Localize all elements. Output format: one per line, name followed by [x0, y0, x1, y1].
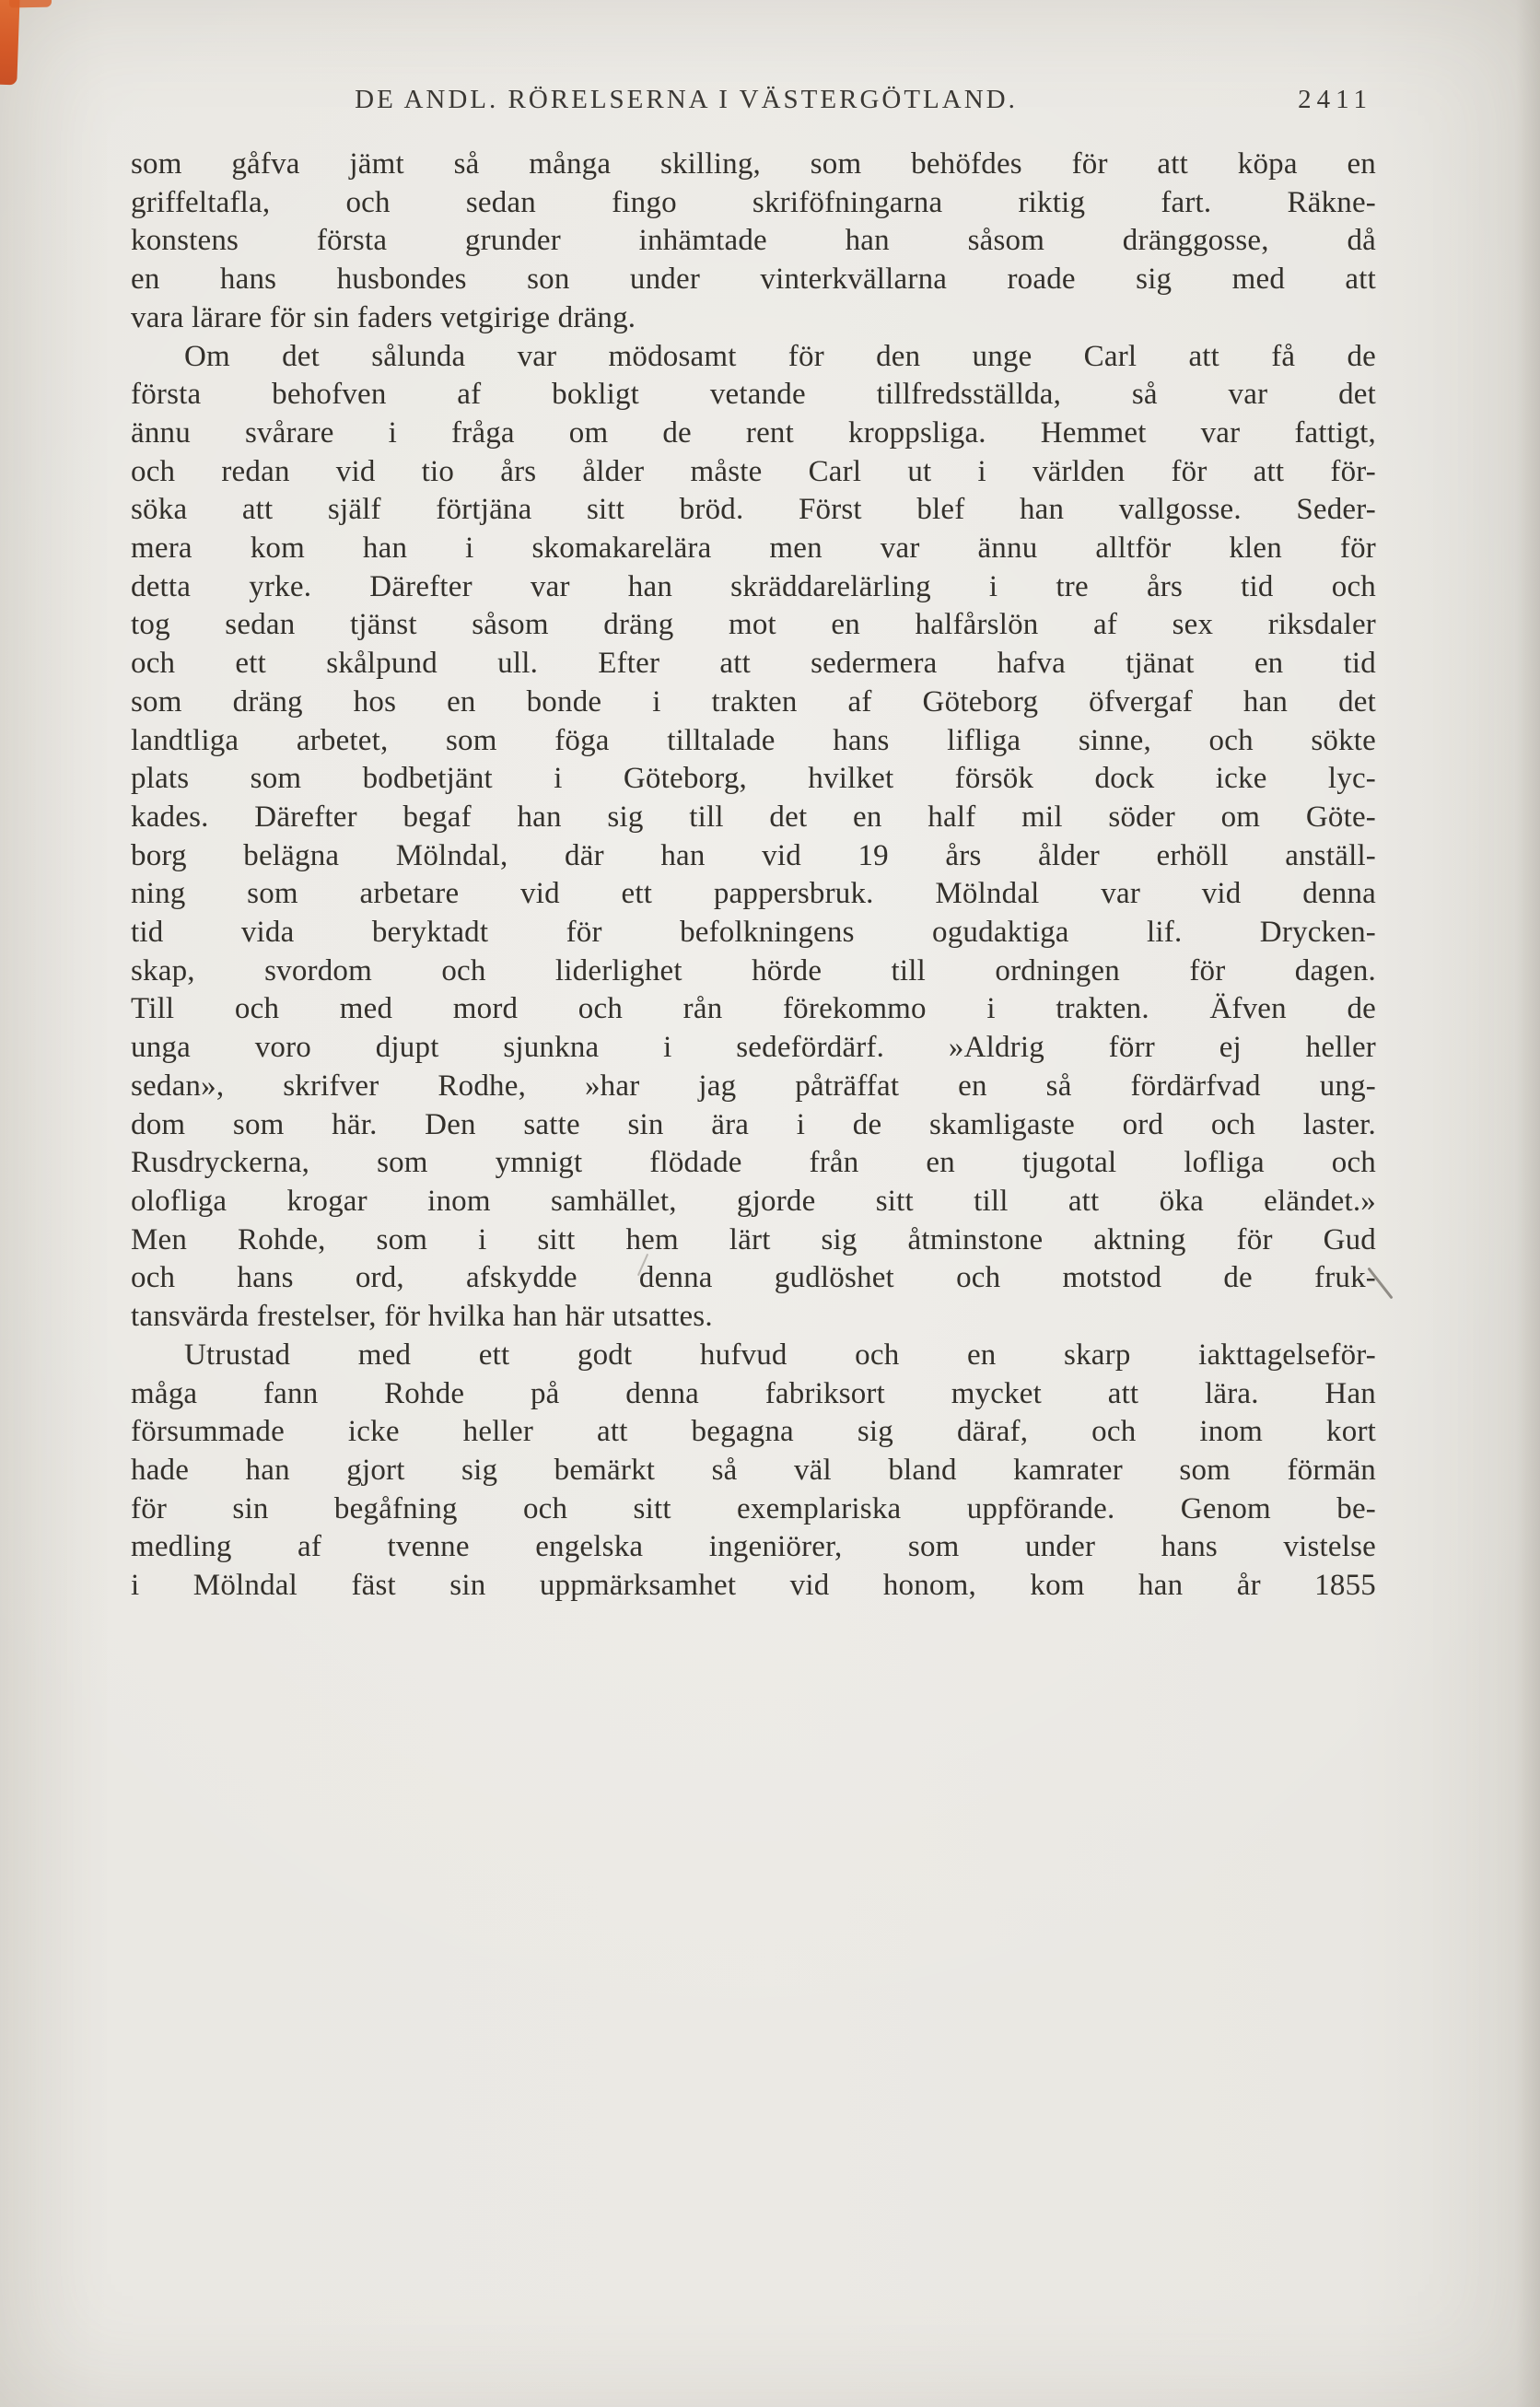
text-line: griffeltafla, och sedan fingo skriföfningarna riktig fart. Räkne- [131, 185, 1376, 219]
text-line: tid vida beryktadt för befolkningens ogudaktiga lif. Drycken- [131, 916, 1376, 950]
scan-stain-topleft [0, 0, 20, 85]
text-line: Utrustad med ett godt hufvud och en skarp iakttagelseför- [184, 1338, 1376, 1372]
text-line: tog sedan tjänst såsom dräng mot en halfårslön af sex riksdaler [131, 608, 1376, 642]
text-line: vara lärare för sin faders vetgirige dräng. [131, 300, 636, 334]
text-line: första behofven af bokligt vetande tillfredsställda, så var det [131, 378, 1376, 412]
text-line: ännu svårare i fråga om de rent kroppsliga. Hemmet var fattigt, [131, 415, 1376, 450]
text-line: konstens första grunder inhämtade han såsom dränggosse, då [131, 224, 1376, 258]
page-header [131, 85, 1374, 125]
text-line: olofliga krogar inom samhället, gjorde sitt till att öka eländet.» [131, 1184, 1376, 1218]
text-line: dom som här. Den satte sin ära i de skamligaste ord och laster. [131, 1107, 1376, 1141]
text-line: landtliga arbetet, som föga tilltalade hans lifliga sinne, och sökte [131, 723, 1376, 757]
text-line: som gåfva jämt så många skilling, som behöfdes för att köpa en [131, 147, 1376, 181]
text-line: mera kom han i skomakarelära men var ännu alltför klen för [131, 532, 1376, 566]
text-line: i Mölndal fäst sin uppmärksamhet vid honom, kom han år 1855 [131, 1569, 1376, 1603]
text-line: försummade icke heller att begagna sig däraf, och inom kort [131, 1415, 1376, 1449]
text-line: Om det sålunda var mödosamt för den unge Carl att få de [184, 339, 1376, 373]
page-number: 2411 [1298, 85, 1372, 114]
running-title: DE ANDL. RÖRELSERNA I VÄSTERGÖTLAND. [355, 85, 1018, 114]
text-line: plats som bodbetjänt i Göteborg, hvilket försök dock icke lyc- [131, 762, 1376, 796]
text-line: unga voro djupt sjunkna i sedefördärf. »Aldrig förr ej heller [131, 1031, 1376, 1065]
text-line: borg belägna Mölndal, där han vid 19 års ålder erhöll anställ- [131, 838, 1376, 872]
text-line: detta yrke. Därefter var han skräddarelärling i tre års tid och [131, 569, 1376, 603]
text-line: söka att själf förtjäna sitt bröd. Först blef han vallgosse. Seder- [131, 493, 1376, 527]
paragraph [131, 146, 1376, 338]
text-line: skap, svordom och liderlighet hörde till ordningen för dagen. [131, 953, 1376, 987]
text-line: och ett skålpund ull. Efter att sedermera hafva tjänat en tid [131, 647, 1376, 681]
text-line: tansvärda frestelser, för hvilka han här utsattes. [131, 1300, 713, 1334]
text-line: hade han gjort sig bemärkt så väl bland kamrater som förmän [131, 1453, 1376, 1487]
body-text [131, 146, 1376, 1606]
text-line: och redan vid tio års ålder måste Carl ut i världen för att för- [131, 454, 1376, 488]
paragraph [131, 338, 1376, 1337]
text-line: Till och med mord och rån förekommo i trakten. Äfven de [131, 992, 1376, 1026]
text-line: som dräng hos en bonde i trakten af Göteborg öfvergaf han det [131, 684, 1376, 719]
page-gutter-shadow [1516, 0, 1540, 2407]
text-line: medling af tvenne engelska ingeniörer, som under hans vistelse [131, 1530, 1376, 1564]
text-line: ning som arbetare vid ett pappersbruk. Mölndal var vid denna [131, 877, 1376, 911]
text-line: och hans ord, afskydde denna gudlöshet och motstod de fruk- [131, 1261, 1376, 1295]
text-line: en hans husbondes son under vinterkvällarna roade sig med att [131, 263, 1376, 297]
text-line: Men Rohde, som i sitt hem lärt sig åtminstone aktning för Gud [131, 1222, 1376, 1256]
text-line: måga fann Rohde på denna fabriksort mycket att lära. Han [131, 1376, 1376, 1410]
text-line: Rusdryckerna, som ymnigt flödade från en tjugotal lofliga och [131, 1146, 1376, 1180]
paragraph [131, 1337, 1376, 1606]
scan-stain-topedge [9, 0, 52, 7]
text-line: sedan», skrifver Rodhe, »har jag påträffat en så fördärfvad ung- [131, 1069, 1376, 1103]
text-line: kades. Därefter begaf han sig till det en half mil söder om Göte- [131, 800, 1376, 834]
text-line: för sin begåfning och sitt exemplariska uppförande. Genom be- [131, 1491, 1376, 1525]
